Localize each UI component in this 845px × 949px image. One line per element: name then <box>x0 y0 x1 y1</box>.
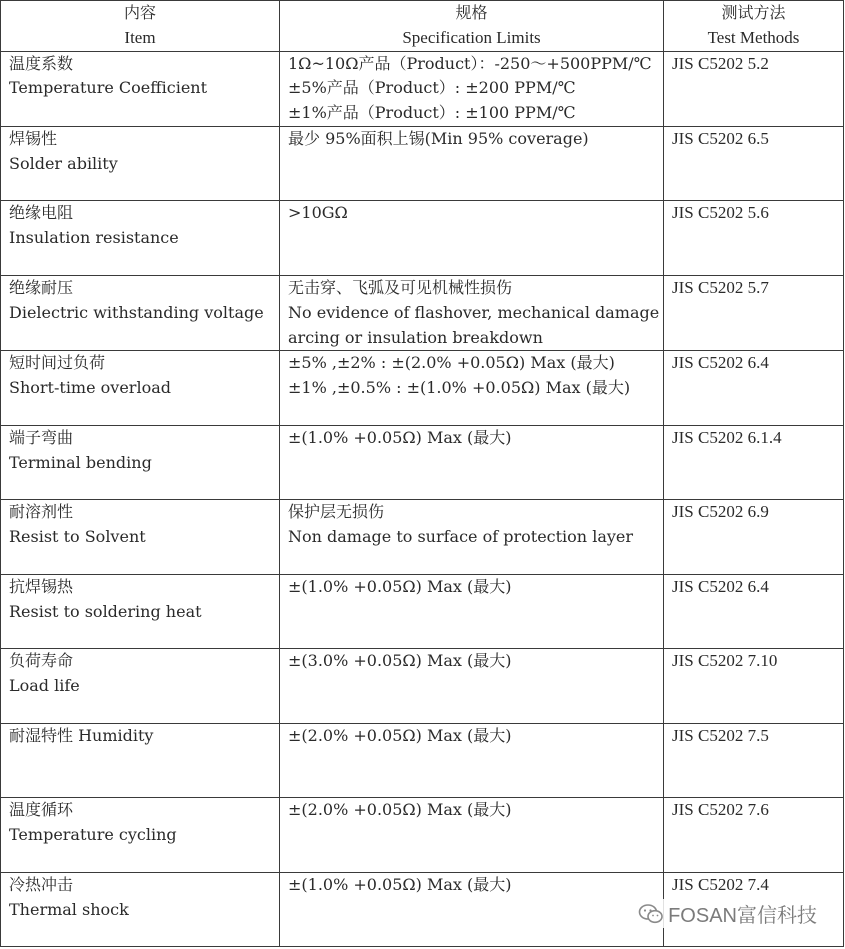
item-cell-line: 抗焊锡热 <box>9 576 74 596</box>
table-row <box>1 500 844 575</box>
item-cell <box>1 201 280 276</box>
spec-cell <box>280 425 664 500</box>
method-cell-text: JIS C5202 6.4 <box>672 353 769 373</box>
header-spec-en: Specification Limits <box>402 27 541 47</box>
item-cell-line: Thermal shock <box>9 899 129 919</box>
item-cell <box>1 351 280 426</box>
item-cell-line: Dielectric withstanding voltage <box>9 302 264 322</box>
item-cell-line: Resist to soldering heat <box>9 601 202 621</box>
watermark-text: FOSAN富信科技 <box>668 905 817 927</box>
spec-cell-line: ±(1.0% +0.05Ω) Max (最大) <box>288 576 512 596</box>
item-cell-line: 耐溶剂性 <box>9 502 74 522</box>
item-cell <box>1 798 280 873</box>
table-row <box>1 723 844 798</box>
item-cell <box>1 723 280 798</box>
method-cell <box>664 275 844 350</box>
item-cell-line: 温度系数 <box>9 53 74 73</box>
spec-cell-line: No evidence of flashover, mechanical damage <box>288 302 660 322</box>
table-row <box>1 126 844 201</box>
method-cell-text: JIS C5202 7.4 <box>672 874 769 894</box>
method-cell <box>664 649 844 724</box>
item-cell-line: 绝缘电阻 <box>9 203 74 223</box>
method-cell-text: JIS C5202 7.6 <box>672 800 769 820</box>
spec-cell-line: ±1% ,±0.5% : ±(1.0% +0.05Ω) Max (最大) <box>288 378 631 398</box>
method-cell-text: JIS C5202 6.5 <box>672 128 769 148</box>
item-cell <box>1 649 280 724</box>
item-cell <box>1 574 280 649</box>
table-row <box>1 425 844 500</box>
header-method <box>664 1 844 52</box>
item-cell-line: 温度循环 <box>9 800 74 820</box>
method-cell <box>664 351 844 426</box>
method-cell-text: JIS C5202 5.6 <box>672 203 769 223</box>
method-cell-text: JIS C5202 7.5 <box>672 725 769 745</box>
spec-cell <box>280 649 664 724</box>
spec-cell-line: 1Ω~10Ω产品（Product）：-250～+500PPM/℃ <box>288 53 652 73</box>
item-cell <box>1 500 280 575</box>
method-cell-text: JIS C5202 5.2 <box>672 53 769 73</box>
spec-cell <box>280 201 664 276</box>
spec-cell-line: >10GΩ <box>288 203 348 223</box>
spec-cell-line: ±(1.0% +0.05Ω) Max (最大) <box>288 427 512 447</box>
item-cell-line: 端子弯曲 <box>9 427 74 447</box>
item-cell-line: Terminal bending <box>9 452 152 472</box>
method-cell <box>664 500 844 575</box>
method-cell <box>664 126 844 201</box>
spec-cell-line: ±(3.0% +0.05Ω) Max (最大) <box>288 651 512 671</box>
item-cell-line: 短时间过负荷 <box>9 353 106 373</box>
item-cell-line: Load life <box>9 676 80 696</box>
spec-cell-line: ±(1.0% +0.05Ω) Max (最大) <box>288 874 512 894</box>
item-cell-line: 耐湿特性 Humidity <box>9 725 154 745</box>
item-cell <box>1 51 280 126</box>
item-cell-line: 焊锡性 <box>9 128 58 148</box>
spec-cell-line: Non damage to surface of protection layer <box>288 527 634 547</box>
header-item-en: Item <box>124 27 156 47</box>
method-cell-text: JIS C5202 5.7 <box>672 277 769 297</box>
header-spec <box>280 1 664 52</box>
watermark <box>636 899 819 928</box>
item-cell-line: Temperature cycling <box>9 825 177 845</box>
table-row <box>1 798 844 873</box>
method-cell-text: JIS C5202 6.4 <box>672 576 769 596</box>
item-cell <box>1 425 280 500</box>
spec-cell <box>280 275 664 350</box>
spec-cell <box>280 723 664 798</box>
spec-cell <box>280 51 664 126</box>
method-cell <box>664 51 844 126</box>
header-method-zh: 测试方法 <box>721 3 786 22</box>
method-cell <box>664 201 844 276</box>
item-cell <box>1 126 280 201</box>
method-cell-text: JIS C5202 7.10 <box>672 651 778 671</box>
header-item <box>1 1 280 52</box>
spec-cell <box>280 126 664 201</box>
spec-cell-line: ±5%产品（Product）: ±200 PPM/℃ <box>288 78 576 98</box>
item-cell-line: 绝缘耐压 <box>9 277 74 297</box>
spec-cell <box>280 798 664 873</box>
item-cell <box>1 275 280 350</box>
wechat-icon <box>638 903 664 925</box>
item-cell-line: Temperature Coefficient <box>9 78 208 98</box>
table-row <box>1 351 844 426</box>
item-cell <box>1 872 280 947</box>
header-method-en: Test Methods <box>707 27 800 47</box>
spec-cell-line: ±5% ,±2% : ±(2.0% +0.05Ω) Max (最大) <box>288 353 615 373</box>
item-cell-line: Resist to Solvent <box>9 527 146 547</box>
method-cell-text: JIS C5202 6.9 <box>672 502 769 522</box>
method-cell <box>664 798 844 873</box>
item-cell-line: 负荷寿命 <box>9 651 74 671</box>
spec-cell-line: 保护层无损伤 <box>288 502 385 522</box>
spec-cell <box>280 351 664 426</box>
method-cell <box>664 574 844 649</box>
header-spec-zh: 规格 <box>455 3 488 22</box>
spec-cell-line: ±1%产品（Product）: ±100 PPM/℃ <box>288 103 576 123</box>
table-row <box>1 201 844 276</box>
item-cell-line: Solder ability <box>9 153 118 173</box>
item-cell-line: Insulation resistance <box>9 228 179 248</box>
table-row <box>1 275 844 350</box>
item-cell-line: Short-time overload <box>9 378 171 398</box>
method-cell <box>664 723 844 798</box>
header-item-zh: 内容 <box>123 3 156 22</box>
table-row <box>1 574 844 649</box>
spec-cell-line: 无击穿、飞弧及可见机械性损伤 <box>288 277 513 297</box>
spec-cell-line: arcing or insulation breakdown <box>288 327 543 347</box>
spec-cell <box>280 872 664 947</box>
table-row <box>1 51 844 126</box>
method-cell <box>664 425 844 500</box>
spec-cell-line: 最少 95%面积上锡(Min 95% coverage) <box>288 128 589 148</box>
spec-cell <box>280 500 664 575</box>
item-cell-line: 冷热冲击 <box>9 874 74 894</box>
spec-cell-line: ±(2.0% +0.05Ω) Max (最大) <box>288 725 512 745</box>
table-row <box>1 649 844 724</box>
method-cell-text: JIS C5202 6.1.4 <box>672 427 782 447</box>
spec-cell-line: ±(2.0% +0.05Ω) Max (最大) <box>288 800 512 820</box>
spec-cell <box>280 574 664 649</box>
table-header-row <box>1 1 844 52</box>
